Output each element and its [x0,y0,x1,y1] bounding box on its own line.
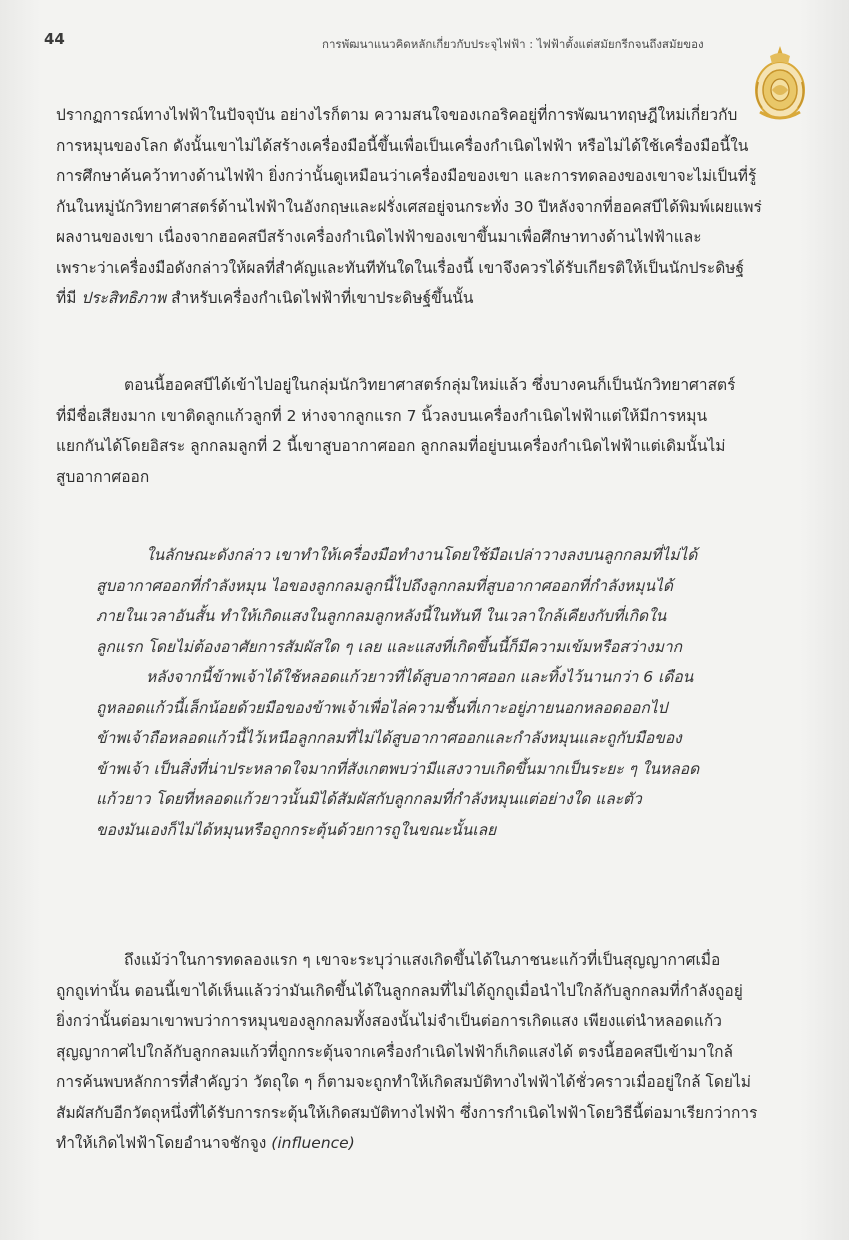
quote-line: แก้วยาว โดยที่หลอดแก้วยาวนั้นมิได้สัมผัสกับลูกกลมที่กำลังหมุนแต่อย่างใด และตัว [96,790,642,808]
text-line: การศึกษาค้นคว้าทางด้านไฟฟ้า ยิ่งกว่านั้นดูเหมือนว่าเครื่องมือของเขา และการทดลองของเขาจะไม่เป็นที่รู้ [56,167,757,185]
page-number: 44 [44,30,65,48]
paragraph-1 [56,100,796,314]
text-fragment: ทำให้เกิดไฟฟ้าโดยอำนาจชักจูง [56,1134,272,1152]
text-line: ที่มีชื่อเสียงมาก เขาติดลูกแก้วลูกที่ 2 ห่างจากลูกแรก 7 นิ้วลงบนเครื่องกำเนิดไฟฟ้าแต่ให้มีการหมุน [56,406,708,425]
text-line: ถึงแม้ว่าในการทดลองแรก ๆ เขาจะระบุว่าแสงเกิดขึ้นได้ในภาชนะแก้วที่เป็นสุญญากาศเมื่อ [124,951,721,969]
text-line: ถูกถูเท่านั้น ตอนนี้เขาได้เห็นแล้วว่ามันเกิดขึ้นได้ในลูกกลมที่ไม่ได้ถูกถูเมื่อนำไปใกล้กับลูกกลมที่กำลังถูอยู่ [56,981,743,1000]
quote-line: ถูหลอดแก้วนี้เล็กน้อยด้วยมือของข้าพเจ้าเพื่อไล่ความชื้นที่เกาะอยู่ภายนอกหลอดออกไป [96,698,668,717]
paragraph-3 [56,945,796,1159]
text-line: ปรากฏการณ์ทางไฟฟ้าในปัจจุบัน อย่างไรก็ตาม ความสนใจของเกอริคอยู่ที่การพัฒนาทฤษฎีใหม่เกี่ยวกับ [56,106,738,124]
text-fragment: ที่มี [56,289,82,307]
italic-term: ประสิทธิภาพ [81,289,167,307]
text-line: ยิ่งกว่านั้นต่อมาเขาพบว่าการหมุนของลูกกลมทั้งสองนั้นไม่จำเป็นต่อการเกิดแสง เพียงแต่นำหลอดแก้ว [56,1012,722,1030]
paragraph-2 [56,370,796,492]
text-line: สูบอากาศออก [56,467,150,486]
quote-line: ภายในเวลาอันสั้น ทำให้เกิดแสงในลูกกลมลูกหลังนี้ในทันที ในเวลาใกล้เคียงกับที่เกิดใน [96,607,667,625]
block-quote [96,540,764,845]
quote-line: ของมันเองก็ไม่ได้หมุนหรือถูกกระตุ้นด้วยการถูในขณะนั้นเลย [96,820,497,839]
text-line: ตอนนี้ฮอคสบีได้เข้าไปอยู่ในกลุ่มนักวิทยาศาสตร์กลุ่มใหม่แล้ว ซึ่งบางคนก็เป็นนักวิทยาศาสตร์ [124,376,736,394]
quote-line: ข้าพเจ้า เป็นสิ่งที่น่าประหลาดใจมากที่สังเกตพบว่ามีแสงวาบเกิดขึ้นมากเป็นระยะ ๆ ในหลอด [96,759,700,778]
italic-term: (influence) [271,1134,355,1152]
quote-line: ข้าพเจ้าถือหลอดแก้วนี้ไว้เหนือลูกกลมที่ไม่ได้สูบอากาศออกและกำลังหมุนและถูกับมือของ [96,729,682,747]
text-line: สัมผัสกับอีกวัตถุหนึ่งที่ได้รับการกระตุ้นให้เกิดสมบัติทางไฟฟ้า ซึ่งการกำเนิดไฟฟ้าโดยวิธีนี้ต่อมาเรียกว่าการ [56,1103,758,1122]
text-line: กันในหมู่นักวิทยาศาสตร์ด้านไฟฟ้าในอังกฤษและฝรั่งเศสอยู่จนกระทั่ง 30 ปีหลังจากที่ฮอคสบีได้พิมพ์เผยแพร่ [56,197,762,216]
text-line: ผลงานของเขา เนื่องจากฮอคสบีสร้างเครื่องกำเนิดไฟฟ้าของเขาขึ้นมาเพื่อศึกษาทางด้านไฟฟ้าและ [56,228,702,246]
running-header: การพัฒนาแนวคิดหลักเกี่ยวกับประจุไฟฟ้า : ไฟฟ้าตั้งแต่สมัยกรีกจนถึงสมัยของ [322,37,704,51]
quote-line: ในลักษณะดังกล่าว เขาทำให้เครื่องมือทำงานโดยใช้มือเปล่าวางลงบนลูกกลมที่ไม่ได้ [146,546,698,564]
text-line: การหมุนของโลก ดังนั้นเขาไม่ได้สร้างเครื่องมือนี้ขึ้นเพื่อเป็นเครื่องกำเนิดไฟฟ้า หรือไม่ได้ใช้เครื่องมือนี้ใน [56,136,749,155]
text-line [56,283,796,314]
quote-line: หลังจากนี้ข้าพเจ้าได้ใช้หลอดแก้วยาวที่ได้สูบอากาศออก และทิ้งไว้นานกว่า 6 เดือน [146,668,694,686]
quote-line: สูบอากาศออกที่กำลังหมุน ไอของลูกกลมลูกนี้ไปถึงลูกกลมที่สูบอากาศออกที่กำลังหมุนได้ [96,576,673,595]
text-line: แยกกันได้โดยอิสระ ลูกกลมลูกที่ 2 นี้เขาสูบอากาศออก ลูกกลมที่อยู่บนเครื่องกำเนิดไฟฟ้าแต่เดิมนั้นไม่ [56,437,726,455]
text-line: เพราะว่าเครื่องมือดังกล่าวให้ผลที่สำคัญและทันทีทันใดในเรื่องนี้ เขาจึงควรได้รับเกียรติให้เป็นนักประดิษฐ์ [56,258,745,277]
text-line: การค้นพบหลักการที่สำคัญว่า วัตถุใด ๆ ก็ตามจะถูกทำให้เกิดสมบัติทางไฟฟ้าได้ชั่วคราวเมื่ออยู่ใกล้ โดยไม่ [56,1073,751,1091]
text-line [56,1128,796,1159]
quote-line: ลูกแรก โดยไม่ต้องอาศัยการสัมผัสใด ๆ เลย และแสงที่เกิดขึ้นนี้ก็มีความเข้มหรือสว่างมาก [96,637,683,656]
text-line: สุญญากาศไปใกล้กับลูกกลมแก้วที่ถูกกระตุ้นจากเครื่องกำเนิดไฟฟ้าก็เกิดแสงได้ ตรงนี้ฮอคสบีเข้ามาใกล้ [56,1042,733,1061]
text-fragment: สำหรับเครื่องกำเนิดไฟฟ้าที่เขาประดิษฐ์ขึ้นนั้น [166,289,474,307]
